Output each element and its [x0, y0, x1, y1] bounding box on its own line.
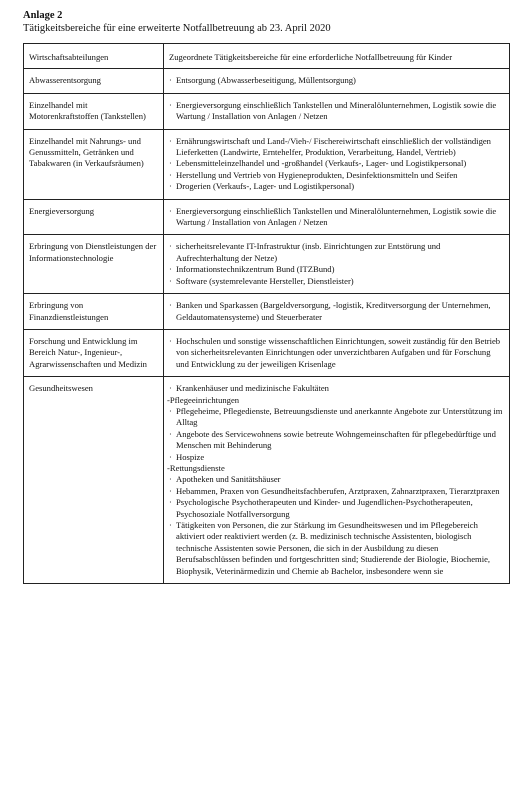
bullet-icon: · — [169, 169, 172, 180]
department-cell: Forschung und Entwicklung im Bereich Natur-, Ingenieur-, Agrarwissenschaften und Medizin — [24, 329, 164, 376]
activity-item — [169, 497, 504, 520]
table-row — [24, 235, 510, 294]
activity-item — [169, 383, 504, 394]
activity-text: Lebensmitteleinzelhandel und -großhandel (Verkaufs-, Lager- und Logistikpersonal) — [176, 158, 467, 169]
bullet-icon: · — [169, 451, 172, 462]
bullet-icon: · — [169, 383, 172, 394]
activity-text: Informationstechnikzentrum Bund (ITZBund) — [176, 264, 335, 275]
activities-cell — [164, 199, 510, 235]
activity-text: Ernährungswirtschaft und Land-/Vieh-/ Fischereiwirtschaft einschließlich der vollständigen Lieferketten (Landwirte, Erntehelfer, Produktion, Verarbeitung, Handel, Vertrieb) — [176, 135, 491, 158]
bullet-icon: · — [169, 241, 172, 252]
activity-text: Hospize — [176, 451, 205, 462]
activities-cell — [164, 129, 510, 199]
activity-text: Herstellung und Vertrieb von Hygieneprodukten, Desinfektionsmitteln und Seifen — [176, 169, 458, 180]
bullet-icon: · — [169, 99, 172, 110]
activity-text: sicherheitsrelevante IT-Infrastruktur (insb. Einrichtungen zur Entstörung und Aufrechterhaltung der Netze) — [176, 241, 441, 263]
bullet-icon: · — [169, 485, 172, 496]
activity-item — [169, 75, 504, 86]
activity-text: Krankenhäuser und medizinische Fakultäten — [176, 383, 329, 394]
activity-item — [169, 100, 504, 123]
department-cell: Einzelhandel mit Motorenkraftstoffen (Tankstellen) — [24, 93, 164, 129]
table-row — [24, 329, 510, 376]
subsection-heading: -Pflegeeinrichtungen — [167, 394, 240, 405]
activity-text: Pflegeheime, Pflegedienste, Betreuungsdienste und anerkannte Angebote zur Unterstützung im Alltag — [176, 405, 503, 428]
activity-text: Hebammen, Praxen von Gesundheitsfachberufen, Arztpraxen, Zahnarztpraxen, Tierarztpraxen — [176, 485, 500, 496]
activity-item — [169, 241, 504, 264]
department-cell: Erbringung von Dienstleistungen der Informationstechnologie — [24, 235, 164, 294]
subsection-heading: -Rettungsdienste — [167, 462, 225, 473]
activity-item — [169, 206, 504, 229]
table-header-row — [24, 44, 510, 69]
activity-text: Apotheken und Sanitätshäuser — [176, 474, 281, 485]
table-row — [24, 93, 510, 129]
department-cell: Energieversorgung — [24, 199, 164, 235]
activity-item — [169, 264, 504, 275]
activity-text: Angebote des Servicewohnens sowie betreute Wohngemeinschaften für pflegebedürftige und Menschen mit Behinderung — [176, 428, 496, 451]
activity-text: Hochschulen und sonstige wissenschaftlichen Einrichtungen, soweit zuständig für den Betrieb von sicherheitsrelevanten Einrichtungen oder unverzichtbaren Aufgaben und für Forschung und Entwicklung zu der jeweiligen Krisenlage — [176, 335, 501, 369]
activity-item — [169, 276, 504, 287]
activity-item — [169, 429, 504, 452]
bullet-icon: · — [169, 135, 172, 146]
bullet-icon: · — [169, 474, 172, 485]
activity-item — [169, 300, 504, 323]
department-cell: Erbringung von Finanzdienstleistungen — [24, 294, 164, 330]
activities-cell — [164, 69, 510, 93]
column-header-departments: Wirtschaftsabteilungen — [24, 44, 164, 69]
activity-text: Drogerien (Verkaufs-, Lager- und Logistikpersonal) — [176, 181, 355, 192]
activity-item — [169, 406, 504, 429]
activities-cell — [164, 235, 510, 294]
activity-item — [169, 136, 504, 159]
activity-item — [169, 181, 504, 192]
document-subtitle: Tätigkeitsbereiche für eine erweiterte Notfallbetreuung ab 23. April 2020 — [23, 23, 331, 34]
table-row — [24, 69, 510, 93]
activity-text: Software (systemrelevante Hersteller, Dienstleister) — [176, 275, 354, 286]
activity-item — [169, 452, 504, 463]
activity-item — [169, 336, 504, 370]
activity-table — [23, 43, 510, 584]
column-header-activities: Zugeordnete Tätigkeitsbereiche für eine erforderliche Notfallbetreuung für Kinder — [164, 44, 510, 69]
activities-cell — [164, 377, 510, 584]
department-cell: Abwasserentsorgung — [24, 69, 164, 93]
bullet-icon: · — [169, 300, 172, 311]
bullet-icon: · — [169, 264, 172, 275]
bullet-icon: · — [169, 158, 172, 169]
bullet-icon: · — [169, 428, 172, 439]
activity-item — [169, 474, 504, 485]
activity-text: Psychologische Psychotherapeuten und Kinder- und Jugendlichen-Psychotherapeuten, Psychosoziale Notfallversorgung — [176, 497, 473, 519]
bullet-icon: · — [169, 497, 172, 508]
activities-cell — [164, 294, 510, 330]
activity-item — [169, 170, 504, 181]
bullet-icon: · — [169, 205, 172, 216]
activity-item — [169, 158, 504, 169]
activity-text: Banken und Sparkassen (Bargeldversorgung, -logistik, Kreditversorgung der Unternehmen, Geldautomatensysteme) und Steuerberater — [176, 300, 491, 322]
annex-label: Anlage 2 — [23, 10, 63, 21]
activity-text: Energieversorgung einschließlich Tankstellen und Mineralölunternehmen, Logistik sowie die Wartung / Installation von Anlagen / Netzen — [176, 205, 497, 228]
table-row — [24, 294, 510, 330]
activities-cell — [164, 93, 510, 129]
department-cell: Gesundheitswesen — [24, 377, 164, 584]
activity-text: Entsorgung (Abwasserbeseitigung, Müllentsorgung) — [176, 75, 356, 86]
bullet-icon: · — [169, 275, 172, 286]
department-cell: Einzelhandel mit Nahrungs- und Genussmitteln, Getränken und Tabakwaren (in Verkaufsräumen) — [24, 129, 164, 199]
bullet-icon: · — [169, 75, 172, 86]
activity-item — [169, 520, 504, 577]
activity-text: Tätigkeiten von Personen, die zur Stärkung im Gesundheitswesen und im Pflegebereich aktiviert oder reaktiviert werden (z. B. medizinisch technische Assistenten, biologisch technische Assistenten sowie Personen, die sich in der Ausbildung zu diesen Berufsabschlüssen befinden und fortgeschritten sind; Studierende der Biologie, Biochemie, Biophysik, Veterinärmedizin und Chemie ab Bachelor, insbesondere wenn sie — [176, 520, 491, 576]
activity-item — [169, 486, 504, 497]
activities-cell — [164, 329, 510, 376]
table-row — [24, 199, 510, 235]
bullet-icon: · — [169, 335, 172, 346]
bullet-icon: · — [169, 181, 172, 192]
activity-text: Energieversorgung einschließlich Tankstellen und Mineralölunternehmen, Logistik sowie die Wartung / Installation von Anlagen / Netzen — [176, 99, 497, 122]
bullet-icon: · — [169, 405, 172, 416]
bullet-icon: · — [169, 520, 172, 530]
table-row — [24, 129, 510, 199]
table-row — [24, 377, 510, 584]
